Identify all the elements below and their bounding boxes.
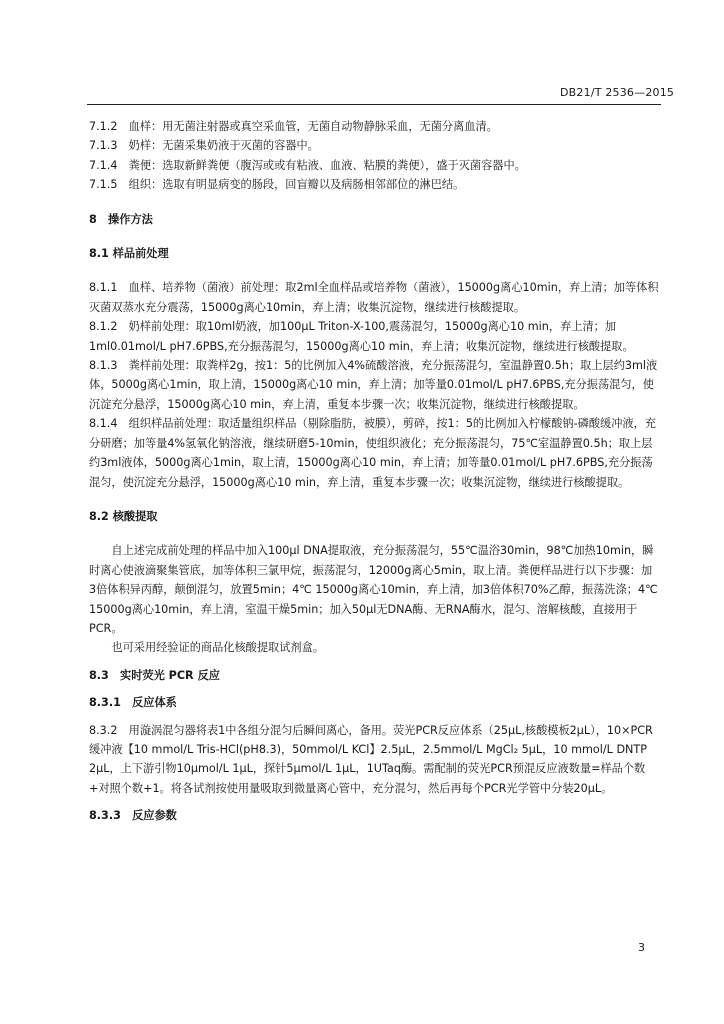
section-8-2-heading: 8.2 核酸提取 xyxy=(89,509,158,523)
item-7-1-5: 7.1.5 组织：选取有明显病变的肠段，回盲瓣以及病肠相邻部位的淋巴结。 xyxy=(89,178,465,192)
page-body xyxy=(89,117,659,826)
section-8-3-heading: 8.3 实时荧光 PCR 反应 xyxy=(89,668,220,682)
doc-code: DB21/T 2536—2015 xyxy=(560,86,675,99)
section-8-2-para1: 自上述完成前处理的样品中加入100μl DNA提取液，充分振荡混匀，55℃温浴30min，98℃加热10min，瞬时离心使液滴聚集管底，加等体积三氯甲烷，振荡混匀，12000g离心5min，取上清。粪便样品进行以下步骤：加3倍体积异丙醇，颠倒混匀，放置5min；4℃ 15000g离心10min，弃上清，加3倍体积70%乙醇，振荡洗涤；4℃ 15000g离心10min，弃上清，室温干燥5min；加入50μl无DNA酶、无RNA酶水，混匀、溶解核酸，直接用于PCR。 xyxy=(89,544,658,635)
item-7-1-2: 7.1.2 血样：用无菌注射器或真空采血管，无菌自动物静脉采血，无菌分离血清。 xyxy=(89,120,498,133)
item-8-1-2: 8.1.2 奶样前处理：取10ml奶液，加100μL Triton-X-100,震荡混匀，15000g离心10 min，弃上清；加1ml0.01mol/L pH7.6PBS,充分振荡混匀，15000g离心10 min，弃上清；收集沉淀物，继续进行核酸提取。 xyxy=(89,320,634,353)
page-number: 3 xyxy=(638,941,645,954)
item-8-3-2: 8.3.2 用漩涡混匀器将表1中各组分混匀后瞬间离心，备用。荧光PCR反应体系（25μL,核酸模板2μL），10×PCR缓冲液【10 mmol/L Tris-HCl(pH8.3)，50mmol/L KCl】2.5μL，2.5mmol/L MgCl₂ 5μL，10 mmol/L DNTP 2μL，上下游引物10μmol/L 1μL，探针5μmol/L 1μL，1UTaq酶。需配制的荧光PCR预混反应液数量=样品个数+对照个数+1。将各试剂按使用量吸取到微量离心管中，充分混匀，然后再每个PCR光学管中分装20μL。 xyxy=(89,723,653,795)
item-8-1-4: 8.1.4 组织样品前处理：取适量组织样品（剔除脂肪，被膜），剪碎，按1：5的比例加入柠檬酸钠-磷酸缓冲液，充分研磨；加等量4%氢氧化钠溶液，继续研磨5-10min，使组织液化；充分振荡混匀，75℃室温静置0.5h；取上层约3ml液体，5000g离心1min，取上清，15000g离心10 min，弃上清；加等量0.01mol/L pH7.6PBS,充分振荡混匀，使沉淀充分悬浮，15000g离心10 min，弃上清，重复本步骤一次；收集沉淀物，继续进行核酸提取。 xyxy=(89,417,656,489)
section-8-heading: 8 操作方法 xyxy=(89,212,153,226)
item-8-1-1: 8.1.1 血样、培养物（菌液）前处理：取2ml全血样品或培养物（菌液），15000g离心10min，弃上清；加等体积灭菌双蒸水充分震荡，15000g离心10min，弃上清；收集沉淀物，继续进行核酸提取。 xyxy=(89,281,659,314)
item-8-1-3: 8.1.3 粪样前处理：取粪样2g，按1：5的比例加入4%硫酸溶液，充分振荡混匀，室温静置0.5h；取上层约3ml液体，5000g离心1min，取上清，15000g离心10 min，弃上清；加等量0.01mol/L pH7.6PBS,充分振荡混匀，使沉淀充分悬浮，15000g离心10 min，弃上清，重复本步骤一次；收集沉淀物，继续进行核酸提取。 xyxy=(89,359,658,411)
section-8-3-3-heading: 8.3.3 反应参数 xyxy=(89,809,177,823)
item-7-1-3: 7.1.3 奶样：无菌采集奶液于灭菌的容器中。 xyxy=(89,139,319,153)
section-8-3-1-heading: 8.3.1 反应体系 xyxy=(89,696,177,710)
section-8-2-para2: 也可采用经验证的商品化核酸提取试剂盒。 xyxy=(111,641,324,655)
header-rule xyxy=(87,104,661,105)
section-8-1-heading: 8.1 样品前处理 xyxy=(89,247,169,261)
item-7-1-4: 7.1.4 粪便：选取新鲜粪便（腹泻或或有粘液、血液、粘膜的粪便），盛于灭菌容器中。 xyxy=(89,158,526,172)
